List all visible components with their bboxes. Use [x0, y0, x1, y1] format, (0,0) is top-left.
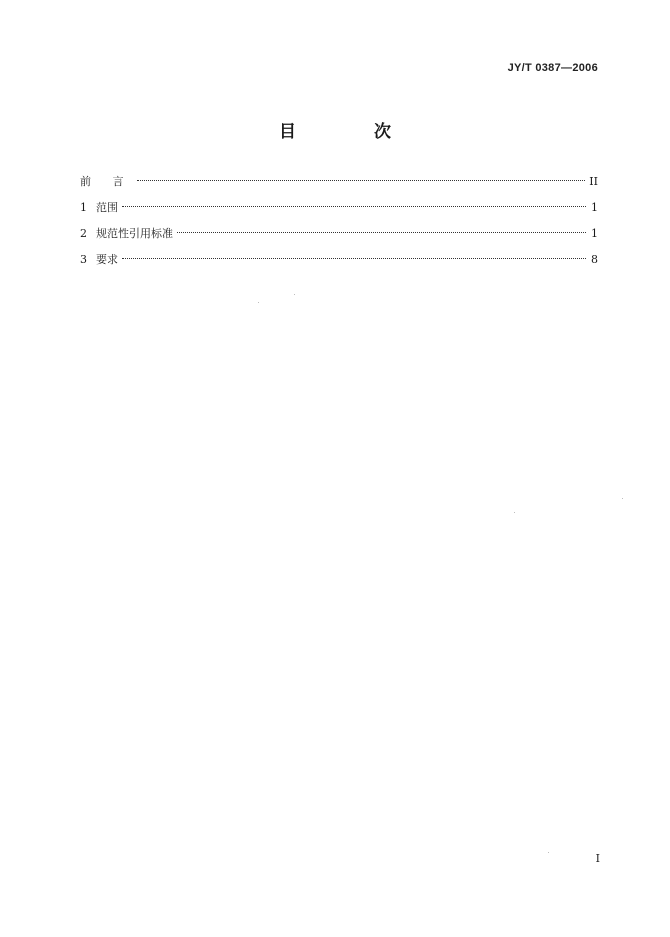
toc-entry-page: 1	[591, 201, 598, 214]
toc-entry-page: 1	[591, 227, 598, 240]
page-number: I	[595, 852, 600, 865]
toc-entry-number: 3	[80, 253, 87, 266]
scan-speck	[514, 512, 515, 513]
scan-speck	[258, 302, 259, 303]
toc-entry-label: 前 言	[80, 175, 133, 188]
toc-dot-leader	[137, 180, 586, 181]
toc-entry-preface[interactable]	[80, 173, 598, 199]
standard-code: JY/T 0387—2006	[507, 62, 598, 74]
scan-speck	[294, 294, 295, 295]
toc-entry-number: 1	[80, 201, 87, 214]
toc-entry-normative-references[interactable]	[80, 225, 598, 251]
page-title: 目 次	[279, 122, 427, 142]
toc-entry-number: 2	[80, 227, 87, 240]
toc-dot-leader	[122, 258, 586, 259]
scan-speck	[622, 498, 623, 499]
toc-entry-label: 要求	[96, 253, 118, 266]
toc-dot-leader	[177, 232, 586, 233]
scan-speck	[548, 852, 549, 853]
table-of-contents	[80, 173, 598, 277]
toc-entry-label: 规范性引用标准	[96, 227, 173, 240]
toc-entry-page: II	[589, 175, 598, 188]
toc-entry-page: 8	[591, 253, 598, 266]
toc-entry-requirements[interactable]	[80, 251, 598, 277]
toc-dot-leader	[122, 206, 586, 207]
toc-entry-scope[interactable]	[80, 199, 598, 225]
toc-entry-label: 范围	[96, 201, 118, 214]
